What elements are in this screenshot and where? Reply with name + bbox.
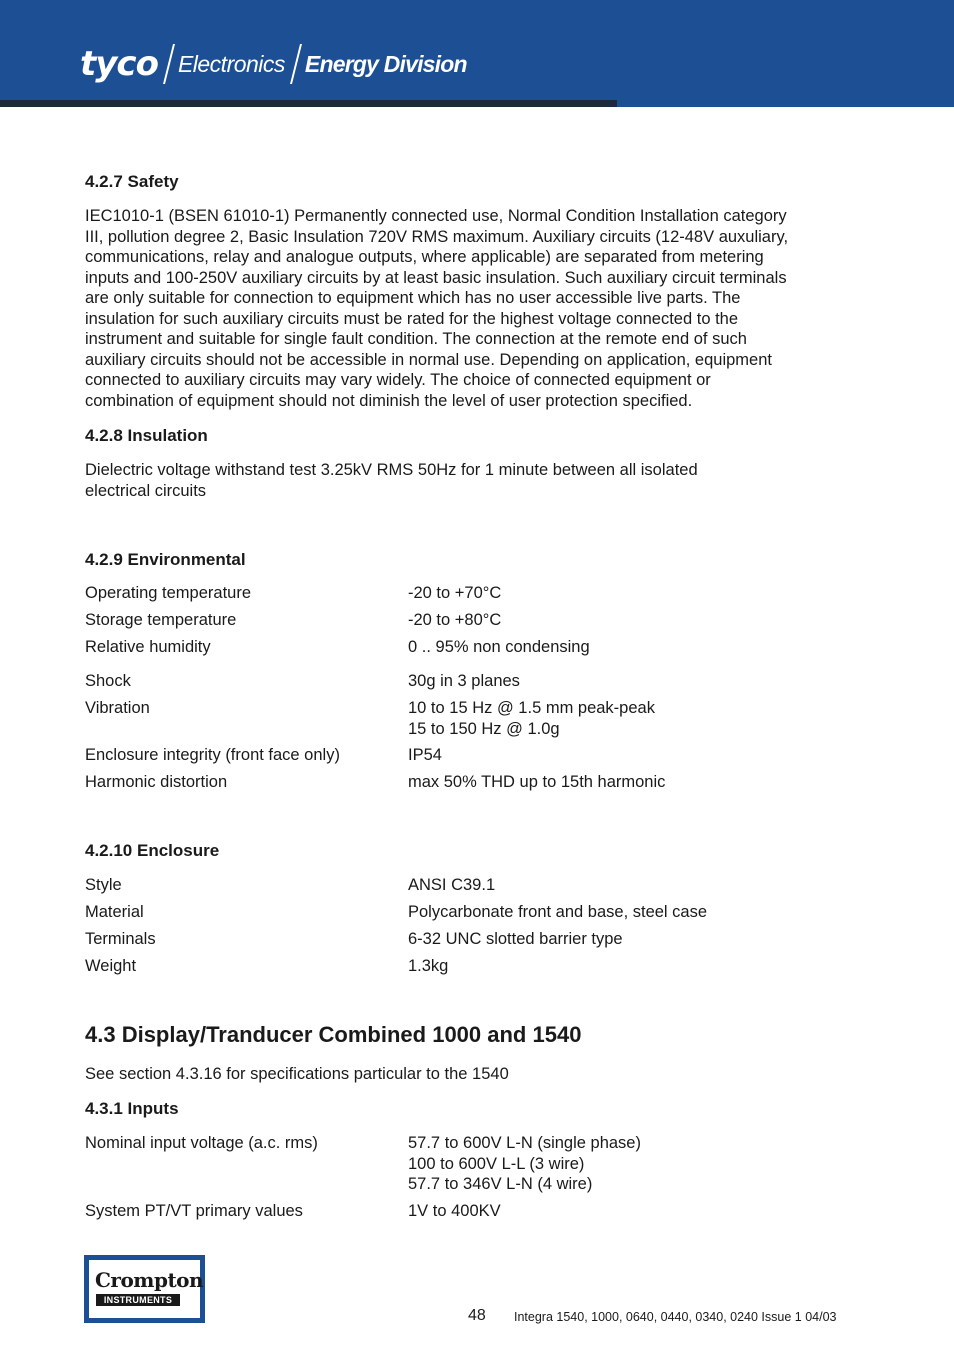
- footer-text: Integra 1540, 1000, 0640, 0440, 0340, 0240 Issue 1 04/03: [514, 1310, 837, 1324]
- section-heading: 4.3 Display/Tranducer Combined 1000 and 1540: [85, 1022, 582, 1047]
- safety-line: connected to auxiliary circuits may vary widely. The choice of connected equipment or: [85, 371, 711, 389]
- spec-label: Material: [85, 903, 144, 921]
- insulation-line: electrical circuits: [85, 481, 207, 500]
- brand-name: tyco: [80, 44, 158, 84]
- spec-value: ANSI C39.1: [408, 876, 496, 894]
- safety-line: IEC1010-1 (BSEN 61010-1) Permanently connected use, Normal Condition Installation category: [85, 207, 787, 225]
- safety-line: communications, relay and analogue outputs, where applicable) are separated from metering: [85, 248, 764, 266]
- page-number: 48: [468, 1307, 486, 1324]
- spec-label: Weight: [85, 957, 137, 975]
- safety-line: auxiliary circuits should not be accessible in normal use. Depending on application, equipment: [85, 350, 772, 369]
- safety-line: combination of equipment should not diminish the level of user protection specified.: [85, 391, 693, 410]
- spec-label: Style: [85, 876, 122, 894]
- header-rule: [0, 100, 617, 107]
- safety-line: insulation for such auxiliary circuits must be rated for the highest voltage connected to the: [85, 309, 739, 328]
- insulation-paragraph: [85, 460, 885, 501]
- safety-line: are only suitable for connection to equipment which has no user accessible live parts. The: [85, 289, 741, 307]
- spec-value: 57.7 to 600V L-N (single phase): [408, 1134, 641, 1152]
- spec-value: 30g in 3 planes: [408, 672, 520, 690]
- safety-heading: 4.2.7 Safety: [85, 172, 179, 191]
- spec-value: 15 to 150 Hz @ 1.0g: [408, 719, 560, 738]
- inputs-heading: 4.3.1 Inputs: [85, 1099, 179, 1118]
- crompton-logo-sub: INSTRUMENTS: [96, 1294, 180, 1306]
- spec-value: 6-32 UNC slotted barrier type: [408, 930, 623, 948]
- header-band: [0, 0, 954, 107]
- safety-line: instrument and suitable for single fault condition. The connection at the remote end of such: [85, 330, 747, 348]
- spec-label: Harmonic distortion: [85, 773, 228, 791]
- spec-label: Vibration: [85, 699, 150, 717]
- environmental-heading: 4.2.9 Environmental: [85, 550, 246, 569]
- crompton-logo: [84, 1255, 205, 1323]
- spec-label: Storage temperature: [85, 611, 237, 629]
- crompton-logo-name: Crompton: [95, 1268, 204, 1292]
- spec-value: Polycarbonate front and base, steel case: [408, 903, 708, 921]
- spec-label: Shock: [85, 672, 131, 690]
- spec-value: 100 to 600V L-L (3 wire): [408, 1154, 585, 1173]
- spec-value: 1.3kg: [408, 957, 449, 975]
- safety-paragraph: [85, 206, 885, 411]
- spec-value: IP54: [408, 746, 442, 764]
- spec-value: 1V to 400KV: [408, 1202, 501, 1220]
- logo-divider: [290, 44, 302, 84]
- spec-label: Nominal input voltage (a.c. rms): [85, 1134, 318, 1152]
- spec-value: 0 .. 95% non condensing: [408, 638, 590, 656]
- spec-value: max 50% THD up to 15th harmonic: [408, 773, 666, 791]
- spec-value: 10 to 15 Hz @ 1.5 mm peak-peak: [408, 699, 655, 717]
- spec-label: Terminals: [85, 930, 156, 948]
- spec-label: Relative humidity: [85, 638, 211, 656]
- logo-divider: [163, 44, 175, 84]
- insulation-heading: 4.2.8 Insulation: [85, 426, 208, 445]
- spec-label: Enclosure integrity (front face only): [85, 746, 340, 764]
- spec-value: -20 to +70°C: [408, 584, 502, 602]
- safety-line: inputs and 100-250V auxiliary circuits by at least basic insulation. Such auxiliary circuit terminals: [85, 268, 787, 287]
- spec-value: -20 to +80°C: [408, 611, 502, 629]
- safety-line: III, pollution degree 2, Basic Insulation 720V RMS maximum. Auxiliary circuits (12-48V auxuliary,: [85, 227, 789, 246]
- section-intro: See section 4.3.16 for specifications particular to the 1540: [85, 1065, 509, 1083]
- brand-electronics: Electronics: [177, 50, 285, 77]
- brand-division: Energy Division: [304, 50, 467, 77]
- insulation-line: Dielectric voltage withstand test 3.25kV RMS 50Hz for 1 minute between all isolated: [85, 461, 698, 479]
- spec-label: System PT/VT primary values: [85, 1202, 303, 1220]
- enclosure-heading: 4.2.10 Enclosure: [85, 841, 220, 860]
- brand-logo: [80, 42, 467, 86]
- spec-value: 57.7 to 346V L-N (4 wire): [408, 1175, 593, 1193]
- spec-label: Operating temperature: [85, 584, 252, 602]
